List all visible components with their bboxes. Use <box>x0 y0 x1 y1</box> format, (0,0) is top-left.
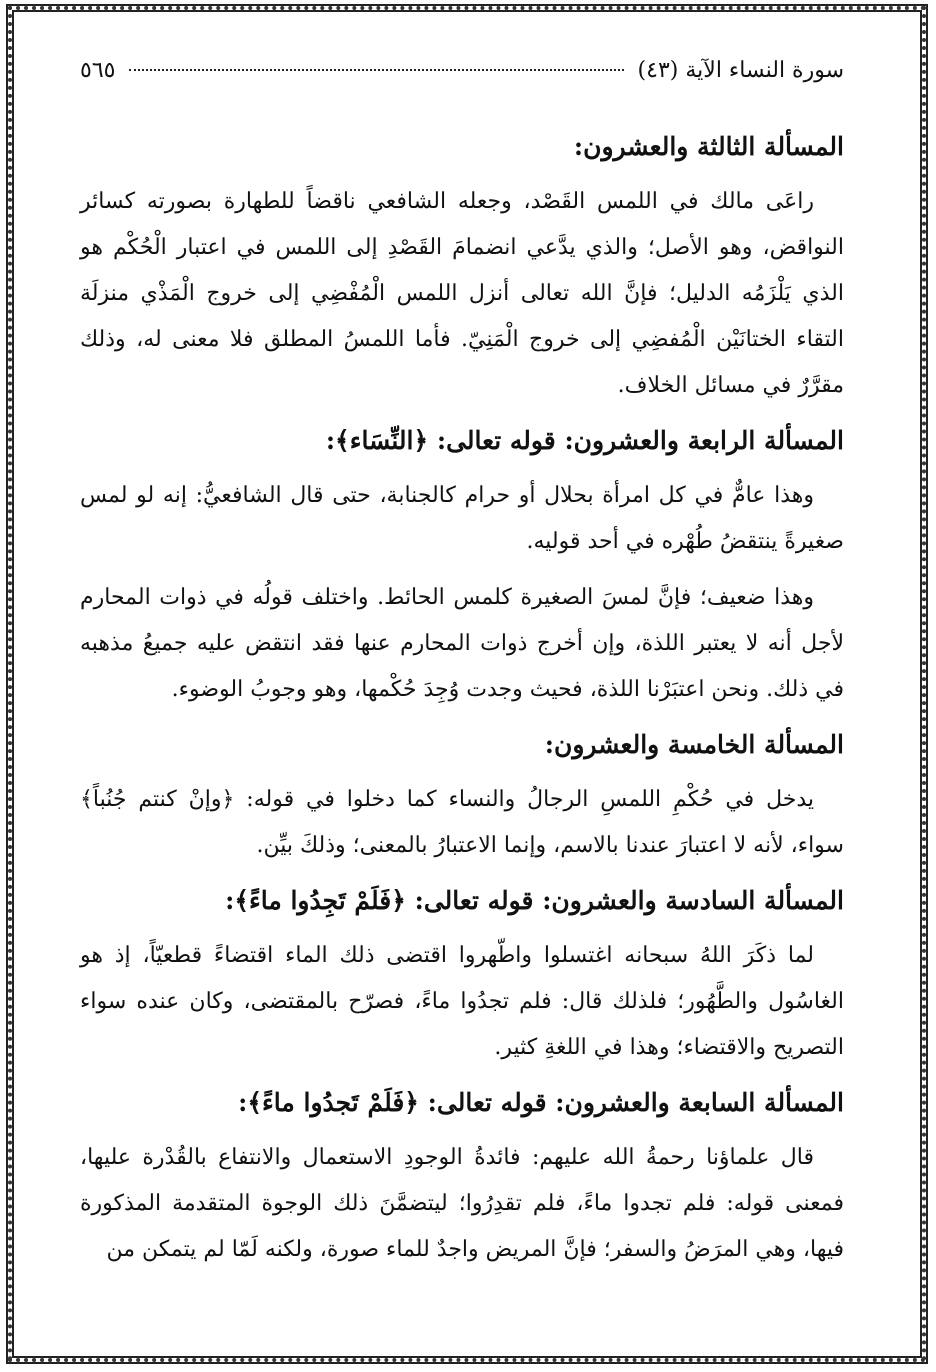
paragraph: وهذا عامٌّ في كل امرأة بحلال أو حرام كالجنابة، حتى قال الشافعيُّ: إنه لو لمس صغيرةً ينتقضُ طُهْره في أحد قوليه. <box>80 483 844 554</box>
section-heading: المسألة الخامسة والعشرون: <box>544 730 844 759</box>
section-heading: المسألة الثالثة والعشرون: <box>573 132 844 161</box>
running-header <box>80 58 844 83</box>
section-heading: المسألة الرابعة والعشرون: قوله تعالى: ﴿النِّسَاء﴾: <box>325 426 844 455</box>
paragraph: وهذا ضعيف؛ فإنَّ لمسَ الصغيرة كلمس الحائط. واختلف قولُه في ذوات المحارم لأجل أنه لا يعتبر اللذة، وإن أخرج ذوات المحارم عنها فقد انتقض عليه جميعُ مذهبه في ذلك. ونحن اعتبَرْنا اللذة، فحيث وجدت وُجِدَ حُكْمها، وهو وجوبُ الوضوء. <box>80 585 844 702</box>
paragraph: قال علماؤنا رحمةُ الله عليهم: فائدةُ الوجودِ الاستعمال والانتفاع بالقُدْرة عليها، فمعنى قوله: فلم تجدوا ماءً، فلم تقدِرُوا؛ ليتضمَّنَ ذلك الوجوة المتقدمة المذكورة فيها، وهي المرَضُ والسفر؛ فإنَّ المريض واجدٌ للماء صورة، ولكنه لَمّا لم يتمكن من <box>80 1145 844 1262</box>
running-title: سورة النساء الآية (٤٣) <box>637 58 844 83</box>
paragraph: يدخل في حُكْمِ اللمسِ الرجالُ والنساء كما دخلوا في قوله: ﴿وإنْ كنتم جُنُباً﴾ سواء، لأنه لا اعتبارَ عندنا بالاسم، وإنما الاعتبارُ بالمعنى؛ وذلكَ بيِّن. <box>80 787 844 858</box>
page-content <box>80 58 844 1283</box>
section-heading: المسألة السادسة والعشرون: قوله تعالى: ﴿فَلَمْ تَجِدُوا ماءً﴾: <box>225 886 844 915</box>
paragraph: لما ذكَرَ اللهُ سبحانه اغتسلوا واطّهروا اقتضى ذلك الماء اقتضاءً قطعيّاً، إذ هو الغاسُول والطَّهُور؛ فلذلك قال: فلم تجدُوا ماءً، فصرّح بالمقتضى، وكان عنده سواء التصريح والاقتضاء؛ وهذا في اللغةِ كثير. <box>80 943 844 1060</box>
paragraph: راعَى مالك في اللمس القَصْد، وجعله الشافعي ناقضاً للطهارة بصورته كسائر النواقض، وهو الأصل؛ والذي يدَّعي انضمامَ القَصْدِ إلى اللمس في اعتبار الْحُكْم هو الذي يَلْزَمُه الدليل؛ فإنَّ الله تعالى أنزل اللمس الْمُفْضِي إلى خروج الْمَذْي منزلَة التقاء الختانَيْن الْمُفضِي إلى خروج الْمَنِيّ. فأما اللمسُ المطلق فلا معنى له، وذلك مقرَّرٌ في مسائل الخلاف. <box>80 189 844 398</box>
section-heading: المسألة السابعة والعشرون: قوله تعالى: ﴿فَلَمْ تَجدُوا ماءً﴾: <box>238 1088 844 1117</box>
page-number: ٥٦٥ <box>80 58 116 83</box>
leader-dots <box>129 69 623 71</box>
